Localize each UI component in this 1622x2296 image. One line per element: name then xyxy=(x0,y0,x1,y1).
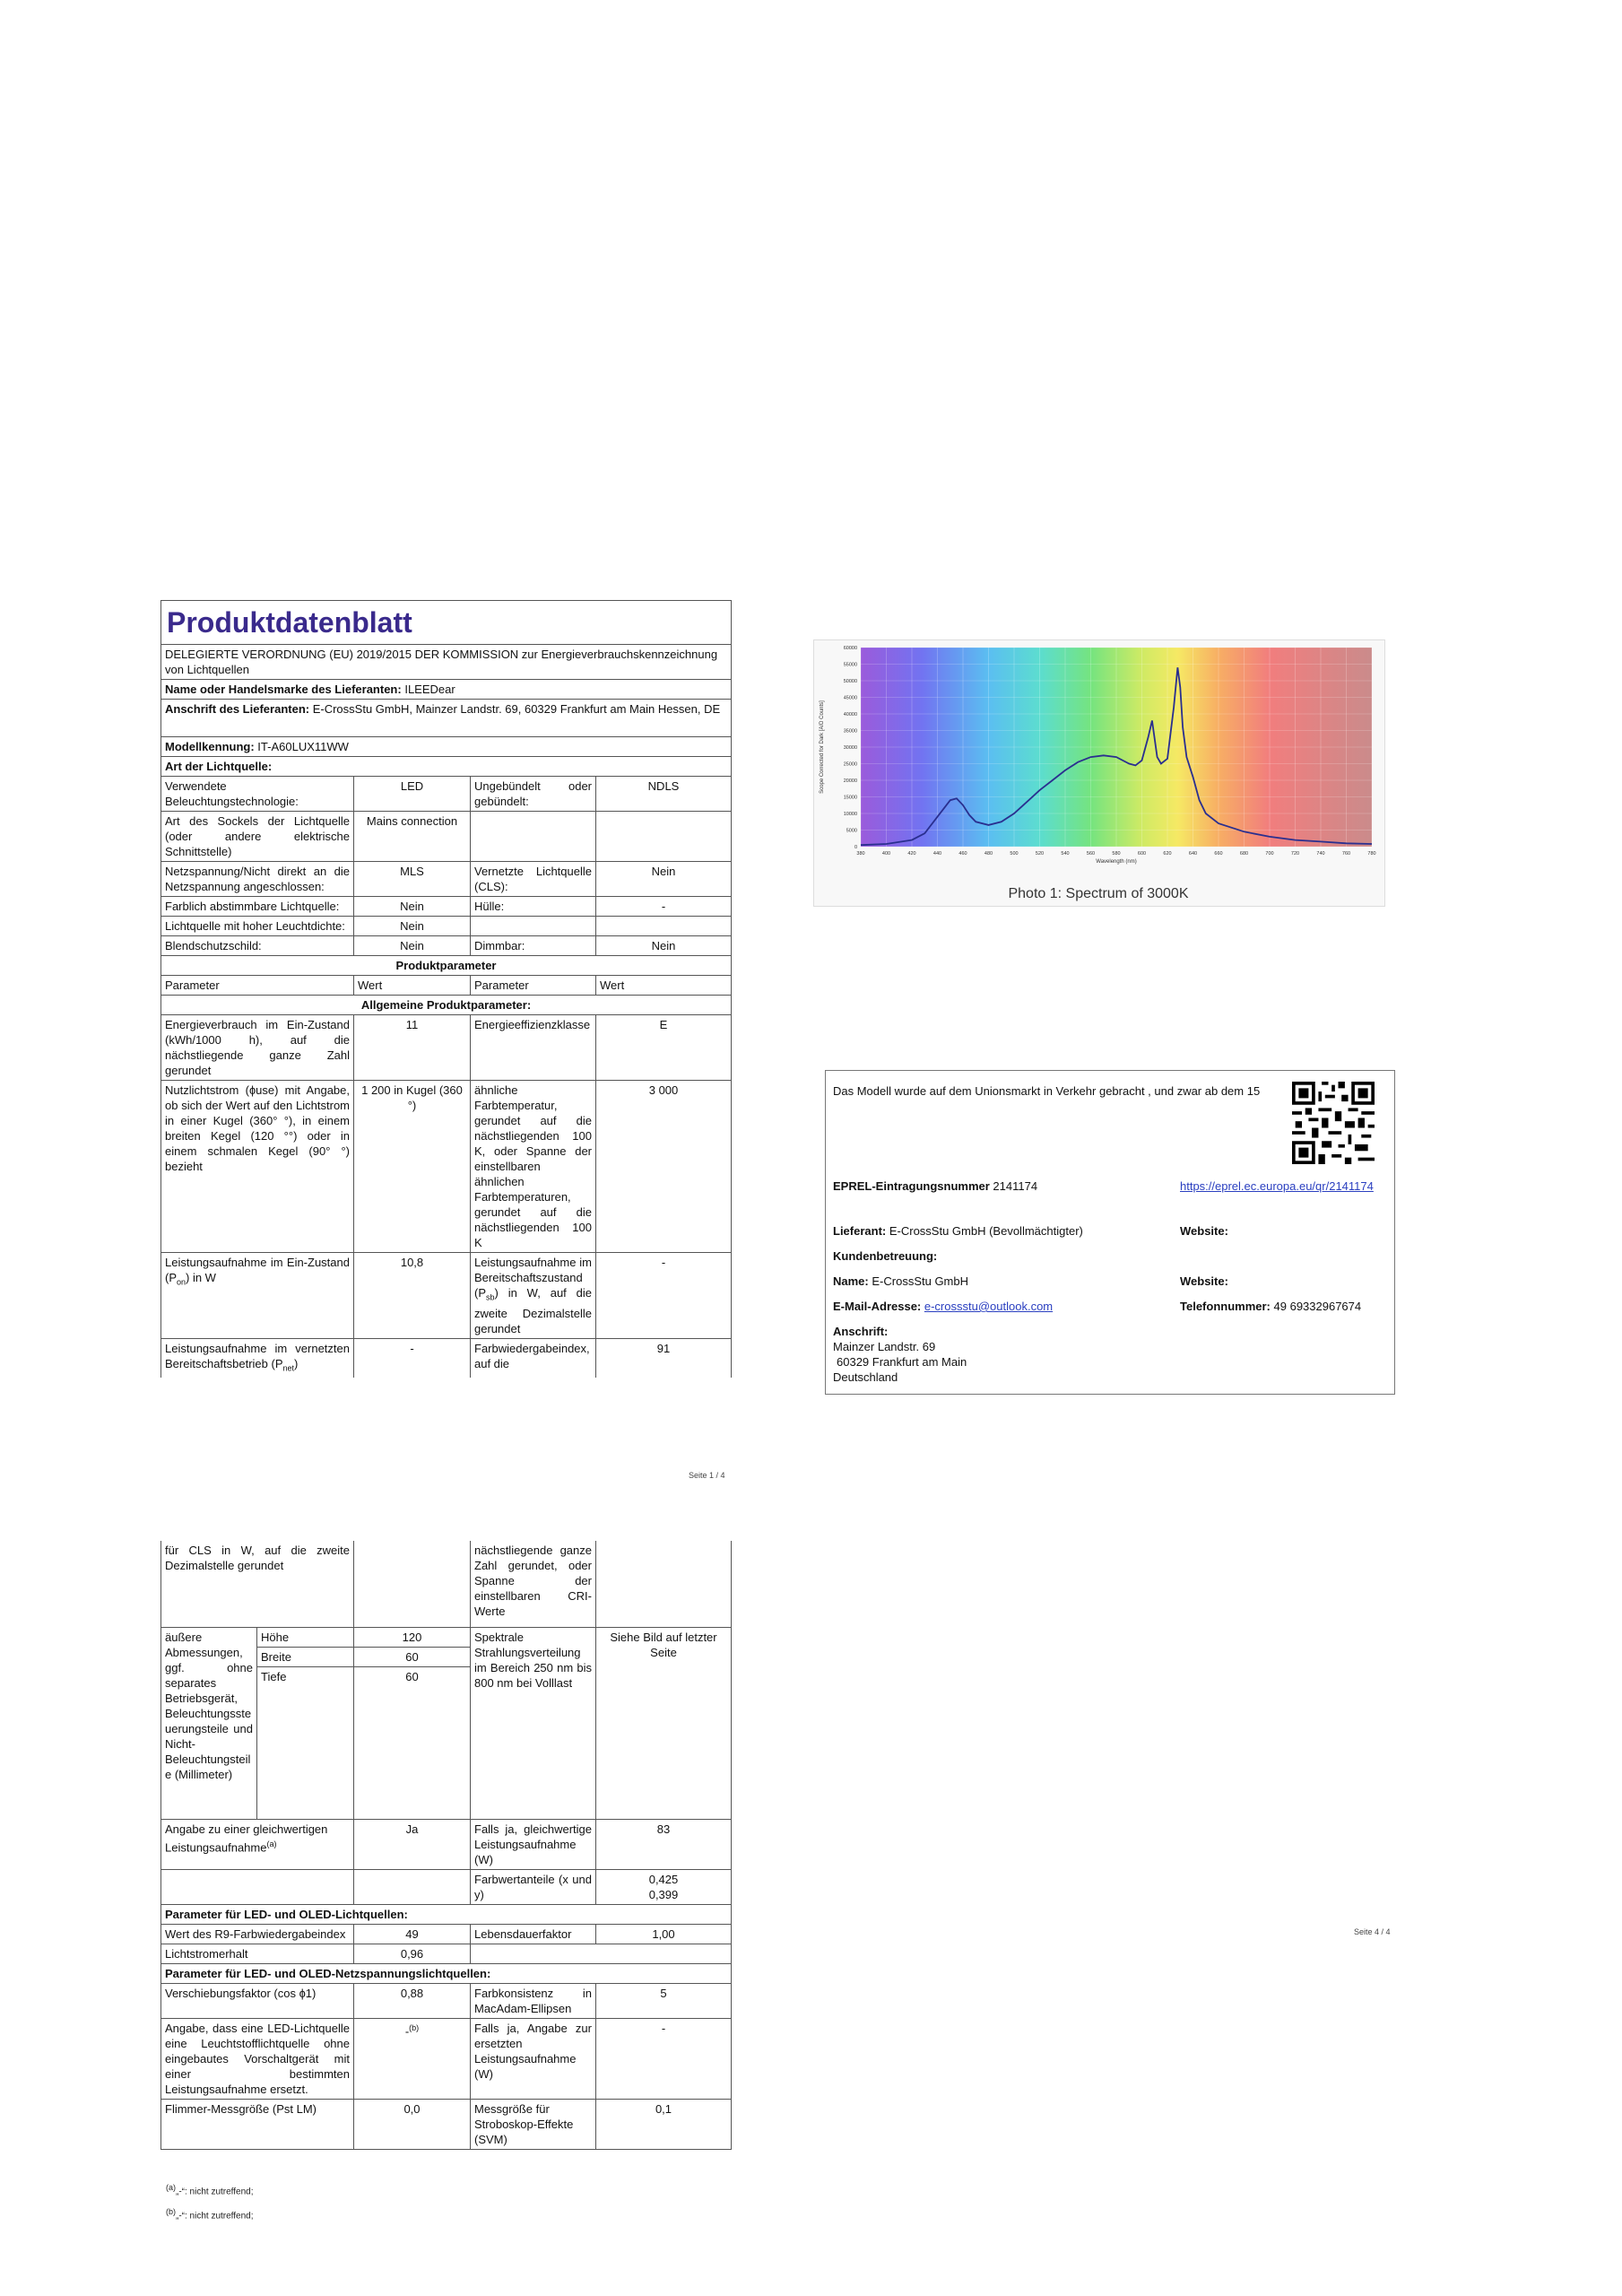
row-value xyxy=(596,917,732,936)
supplier-address: E-CrossStu GmbH, Mainzer Landstr. 69, 60329 Frankfurt am Main Hessen, DE xyxy=(312,702,721,716)
eprel-name-label: Name: xyxy=(833,1274,869,1288)
row-value xyxy=(354,1541,471,1627)
y-tick-label: 55000 xyxy=(843,662,857,668)
row-label xyxy=(161,1338,354,1378)
eprel-customer-service-label: Kundenbetreuung: xyxy=(833,1249,938,1263)
row-value xyxy=(596,1541,732,1627)
table-row xyxy=(161,1015,732,1081)
row-value: 91 xyxy=(596,1338,732,1378)
column-header: Wert xyxy=(596,976,732,996)
x-tick-label: 520 xyxy=(1035,851,1045,857)
row-label: Lichtstromerhalt xyxy=(161,1944,354,1963)
table-row xyxy=(161,897,732,917)
row-label: ähnliche Farbtemperatur, gerundet auf die nächstliegenden 100 K, oder Spanne der einstellbaren ähnlichen Farbtemperaturen, gerundet auf die nächstliegenden 100 K xyxy=(471,1081,596,1253)
dimension-name: Tiefe xyxy=(257,1666,354,1819)
x-tick-label: 560 xyxy=(1086,851,1096,857)
eprel-email-label: E-Mail-Adresse: xyxy=(833,1300,922,1313)
row-value: LED xyxy=(354,777,471,812)
x-axis-label: Wavelength (nm) xyxy=(1096,859,1137,865)
x-tick-label: 420 xyxy=(907,851,916,857)
row-label: Falls ja, gleichwertige Leistungsaufnahme (W) xyxy=(471,1819,596,1869)
row-label-text: ) in W, auf die zweite Dezimalstelle gerundet xyxy=(474,1286,592,1335)
x-tick-label: 440 xyxy=(932,851,942,857)
eprel-supplier-value: E-CrossStu GmbH (Bevollmächtigter) xyxy=(889,1224,1083,1238)
row-value: Siehe Bild auf letzter Seite xyxy=(596,1627,732,1819)
x-tick-label: 720 xyxy=(1290,851,1300,857)
row-label xyxy=(471,1253,596,1339)
column-header-row xyxy=(161,976,732,996)
row-label xyxy=(161,1819,354,1869)
y-tick-label: 10000 xyxy=(843,812,857,817)
spectrum-svg xyxy=(814,640,1384,883)
table-row xyxy=(161,2099,732,2149)
x-tick-label: 780 xyxy=(1367,851,1376,857)
row-value: 5 xyxy=(596,1983,732,2018)
table-row xyxy=(161,777,732,812)
row-label: Verschiebungsfaktor (cos ɸ1) xyxy=(161,1983,354,2018)
eprel-address-line: Deutschland xyxy=(833,1370,898,1384)
row-value: 11 xyxy=(354,1015,471,1081)
supplier-address-label: Anschrift des Lieferanten: xyxy=(165,702,310,716)
eprel-address xyxy=(833,1324,967,1385)
row-label: Farbkonsistenz in MacAdam-Ellipsen xyxy=(471,1983,596,2018)
row-value-text: - xyxy=(404,2023,410,2038)
supplier-name-label: Name oder Handelsmarke des Lieferanten: xyxy=(165,683,402,696)
row-value: Nein xyxy=(596,936,732,956)
row-label: nächstliegende ganze Zahl gerundet, oder Spanne der einstellbaren CRI-Werte xyxy=(471,1541,596,1627)
eprel-info-box xyxy=(825,1070,1395,1395)
row-label: Energieeffizienzklasse xyxy=(471,1015,596,1081)
dimensions-label: äußere Abmessungen, ggf. ohne separates Betriebsgerät, Beleuchtungssteuerungsteile und Nicht-Beleuchtungsteile (Millimeter) xyxy=(161,1627,257,1819)
x-tick-label: 580 xyxy=(1112,851,1121,857)
column-header: Parameter xyxy=(471,976,596,996)
y-tick-label: 60000 xyxy=(843,646,857,651)
y-tick-label: 45000 xyxy=(843,695,857,701)
row-value: 0,88 xyxy=(354,1983,471,2018)
row-value: - xyxy=(596,2018,732,2099)
row-label xyxy=(471,917,596,936)
column-header: Wert xyxy=(354,976,471,996)
table-row xyxy=(161,1338,732,1378)
dimension-value: 120 xyxy=(354,1627,471,1647)
table-row xyxy=(161,1819,732,1869)
eprel-phone-value: 49 69332967674 xyxy=(1273,1300,1362,1313)
eprel-address-label: Anschrift: xyxy=(833,1325,889,1338)
row-value: 83 xyxy=(596,1819,732,1869)
row-value: Mains connection xyxy=(354,812,471,862)
page-title: Produktdatenblatt xyxy=(161,601,732,645)
x-tick-label: 480 xyxy=(984,851,993,857)
x-axis-ticks xyxy=(856,851,1375,857)
eprel-reg-label: EPREL-Eintragungsnummer xyxy=(833,1179,990,1193)
row-label xyxy=(161,1869,354,1904)
y-axis-ticks xyxy=(844,646,857,850)
row-value: 1 200 in Kugel (360 °) xyxy=(354,1081,471,1253)
row-value xyxy=(596,1869,732,1904)
footnote-text: „-“: nicht zutreffend; xyxy=(176,2211,254,2222)
row-label: Energieverbrauch im Ein-Zustand (kWh/1000 h), auf die nächstliegende ganze Zahl gerundet xyxy=(161,1015,354,1081)
row-value: Nein xyxy=(596,862,732,897)
table-row xyxy=(161,1869,732,1904)
row-value: - xyxy=(596,897,732,917)
x-tick-label: 540 xyxy=(1061,851,1070,857)
mains-params-heading: Parameter für LED- und OLED-Netzspannungslichtquellen: xyxy=(161,1963,732,1983)
led-params-heading: Parameter für LED- und OLED-Lichtquellen: xyxy=(161,1904,732,1924)
x-tick-label: 700 xyxy=(1265,851,1274,857)
general-params-heading: Allgemeine Produktparameter: xyxy=(161,996,732,1015)
column-header: Parameter xyxy=(161,976,354,996)
row-label: Ungebündelt oder gebündelt: xyxy=(471,777,596,812)
y-tick-label: 30000 xyxy=(843,745,857,751)
row-label-text: ) in W xyxy=(186,1271,216,1284)
row-label-text: Leistungsaufnahme im vernetzten Bereitschaftsbetrieb (P xyxy=(165,1341,350,1370)
eprel-website-label: Website: xyxy=(1180,1224,1228,1238)
eprel-name-value: E-CrossStu GmbH xyxy=(872,1274,969,1288)
table-row xyxy=(161,2018,732,2099)
qr-code-icon xyxy=(1292,1082,1375,1164)
y-axis-label: Scope Corrected for Dark [A/D Counts] xyxy=(820,700,825,794)
eprel-phone-label: Telefonnummer: xyxy=(1180,1300,1271,1313)
footnote-a xyxy=(166,2178,254,2202)
row-value: 0,96 xyxy=(354,1944,471,1963)
row-label-text: Angabe zu einer gleichwertigen Leistungsaufnahme xyxy=(165,1822,328,1854)
row-value xyxy=(596,812,732,862)
row-value: Nein xyxy=(354,936,471,956)
table-row xyxy=(161,1253,732,1339)
footnote-mark: (b) xyxy=(166,2207,176,2217)
eprel-supplier-label: Lieferant: xyxy=(833,1224,887,1238)
subscript: net xyxy=(282,1363,295,1373)
row-label: für CLS in W, auf die zweite Dezimalstelle gerundet xyxy=(161,1541,354,1627)
row-value xyxy=(354,1869,471,1904)
supplier-name-row xyxy=(161,680,732,700)
eprel-address-line: 60329 Frankfurt am Main xyxy=(837,1355,967,1369)
footnote-b xyxy=(166,2202,254,2226)
eprel-address-line: Mainzer Landstr. 69 xyxy=(833,1340,936,1353)
row-label: Verwendete Beleuchtungstechnologie: xyxy=(161,777,354,812)
table-row xyxy=(161,917,732,936)
row-value: 10,8 xyxy=(354,1253,471,1339)
row-label: Flimmer-Messgröße (Pst LM) xyxy=(161,2099,354,2149)
chromaticity-y: 0,399 xyxy=(648,1887,679,1901)
table-row xyxy=(161,1924,732,1944)
row-label: Blendschutzschild: xyxy=(161,936,354,956)
row-label: Dimmbar: xyxy=(471,936,596,956)
x-tick-label: 680 xyxy=(1239,851,1249,857)
row-label: Nutzlichtstrom (ɸuse) mit Angabe, ob sich der Wert auf den Lichtstrom in einer Kugel (360° °), in einem breiten Kegel (120 °°) oder in einem schmalen Kegel (90° °) bezieht xyxy=(161,1081,354,1253)
y-tick-label: 20000 xyxy=(843,778,857,784)
eprel-email-row xyxy=(833,1299,1053,1314)
x-tick-label: 380 xyxy=(856,851,865,857)
x-tick-label: 620 xyxy=(1163,851,1172,857)
row-label: Netzspannung/Nicht direkt an die Netzspannung angeschlossen: xyxy=(161,862,354,897)
footnotes xyxy=(166,2178,254,2227)
dimension-value: 60 xyxy=(354,1666,471,1819)
footnote-mark: (a) xyxy=(166,2183,176,2192)
row-value: - xyxy=(596,1253,732,1339)
row-value: - xyxy=(354,1338,471,1378)
row-label: Falls ja, Angabe zur ersetzten Leistungsaufnahme (W) xyxy=(471,2018,596,2099)
regulation-text: DELEGIERTE VERORDNUNG (EU) 2019/2015 DER KOMMISSION zur Energieverbrauchskennzeichnung von Lichtquellen xyxy=(161,645,732,680)
product-data-sheet-continued xyxy=(160,1541,731,2150)
x-tick-label: 760 xyxy=(1341,851,1351,857)
table-row xyxy=(161,1983,732,2018)
y-tick-label: 15000 xyxy=(843,795,857,801)
y-tick-label: 50000 xyxy=(843,679,857,684)
x-tick-label: 400 xyxy=(881,851,891,857)
row-label: Farbwiedergabeindex, auf die xyxy=(471,1338,596,1378)
row-label: Lebensdauerfaktor xyxy=(471,1924,596,1944)
row-label: Hülle: xyxy=(471,897,596,917)
table-row xyxy=(161,862,732,897)
eprel-name-row xyxy=(833,1274,968,1289)
row-value: 0,1 xyxy=(596,2099,732,2149)
product-params-heading: Produktparameter xyxy=(161,956,732,976)
row-label xyxy=(471,812,596,862)
eprel-reg-link[interactable]: https://eprel.ec.europa.eu/qr/2141174 xyxy=(1180,1179,1374,1193)
row-label-text: Leistungsaufnahme im Ein-Zustand (P xyxy=(165,1256,350,1284)
row-label: Farblich abstimmbare Lichtquelle: xyxy=(161,897,354,917)
row-label: Wert des R9-Farbwiedergabeindex xyxy=(161,1924,354,1944)
table-row xyxy=(161,1541,732,1627)
subscript: sb xyxy=(486,1292,495,1302)
row-value: NDLS xyxy=(596,777,732,812)
type-heading: Art der Lichtquelle: xyxy=(161,757,732,777)
x-tick-label: 500 xyxy=(1010,851,1019,857)
model-row xyxy=(161,737,732,757)
y-tick-label: 40000 xyxy=(843,712,857,718)
x-tick-label: 660 xyxy=(1214,851,1223,857)
page-footer-4: Seite 4 / 4 xyxy=(1354,1927,1391,1936)
row-label: Vernetzte Lichtquelle (CLS): xyxy=(471,862,596,897)
dimension-name: Höhe xyxy=(257,1627,354,1647)
chromaticity-x: 0,425 xyxy=(648,1872,679,1886)
y-tick-label: 5000 xyxy=(846,828,857,834)
dimension-name: Breite xyxy=(257,1647,354,1666)
chart-caption: Photo 1: Spectrum of 3000K xyxy=(1008,886,1189,901)
table-row xyxy=(161,1944,732,1963)
page-footer-1: Seite 1 / 4 xyxy=(689,1471,725,1480)
row-value xyxy=(471,1944,732,1963)
product-data-sheet xyxy=(160,600,731,1378)
x-tick-label: 460 xyxy=(958,851,967,857)
row-label: Spektrale Strahlungsverteilung im Bereich 250 nm bis 800 nm bei Volllast xyxy=(471,1627,596,1819)
row-label-text: Leistungsaufnahme im Bereitschaftszustand (P xyxy=(474,1256,592,1300)
row-label: Farbwertanteile (x und y) xyxy=(471,1869,596,1904)
eprel-phone-row xyxy=(1180,1299,1361,1314)
x-tick-label: 640 xyxy=(1188,851,1198,857)
subscript: on xyxy=(177,1277,186,1287)
x-tick-label: 740 xyxy=(1316,851,1325,857)
row-label: Lichtquelle mit hoher Leuchtdichte: xyxy=(161,917,354,936)
dimension-value: 60 xyxy=(354,1647,471,1666)
y-tick-label: 0 xyxy=(854,845,857,850)
model-id: IT-A60LUX11WW xyxy=(257,740,349,753)
footnote-mark: (a) xyxy=(266,1839,277,1848)
row-value: 3 000 xyxy=(596,1081,732,1253)
supplier-address-row xyxy=(161,700,732,737)
row-value: 49 xyxy=(354,1924,471,1944)
row-label xyxy=(161,1253,354,1339)
model-label: Modellkennung: xyxy=(165,740,255,753)
row-label: Art des Sockels der Lichtquelle (oder andere elektrische Schnittstelle) xyxy=(161,812,354,862)
row-label: Angabe, dass eine LED-Lichtquelle eine Leuchtstofflichtquelle ohne eingebautes Vorschaltgerät mit einer bestimmten Leistungsaufnahme ersetzt. xyxy=(161,2018,354,2099)
row-value: E xyxy=(596,1015,732,1081)
row-value: Nein xyxy=(354,897,471,917)
row-value: Ja xyxy=(354,1819,471,1869)
row-value xyxy=(354,2018,471,2099)
row-value: 1,00 xyxy=(596,1924,732,1944)
spectrum-chart xyxy=(813,639,1385,907)
table-row xyxy=(161,812,732,862)
row-value: MLS xyxy=(354,862,471,897)
eprel-email-link[interactable]: e-crossstu@outlook.com xyxy=(924,1300,1054,1313)
eprel-supplier-row xyxy=(833,1223,1083,1239)
eprel-reg-number: 2141174 xyxy=(993,1179,1038,1193)
table-row xyxy=(161,936,732,956)
table-row xyxy=(161,1627,732,1647)
footnote-mark: (b) xyxy=(409,2022,420,2032)
y-tick-label: 25000 xyxy=(843,761,857,768)
row-label-text: ) xyxy=(294,1356,299,1370)
y-tick-label: 35000 xyxy=(843,728,857,735)
row-value: 0,0 xyxy=(354,2099,471,2149)
row-label: Messgröße für Stroboskop-Effekte (SVM) xyxy=(471,2099,596,2149)
row-value: Nein xyxy=(354,917,471,936)
footnote-text: „-“: nicht zutreffend; xyxy=(176,2187,254,2197)
supplier-name: ILEEDear xyxy=(404,683,455,696)
table-row xyxy=(161,1081,732,1253)
x-tick-label: 600 xyxy=(1137,851,1147,857)
eprel-reg-row xyxy=(833,1178,1037,1194)
eprel-website-label-2: Website: xyxy=(1180,1274,1228,1288)
eprel-intro: Das Modell wurde auf dem Unionsmarkt in Verkehr gebracht , und zwar ab dem 15 xyxy=(833,1084,1261,1098)
